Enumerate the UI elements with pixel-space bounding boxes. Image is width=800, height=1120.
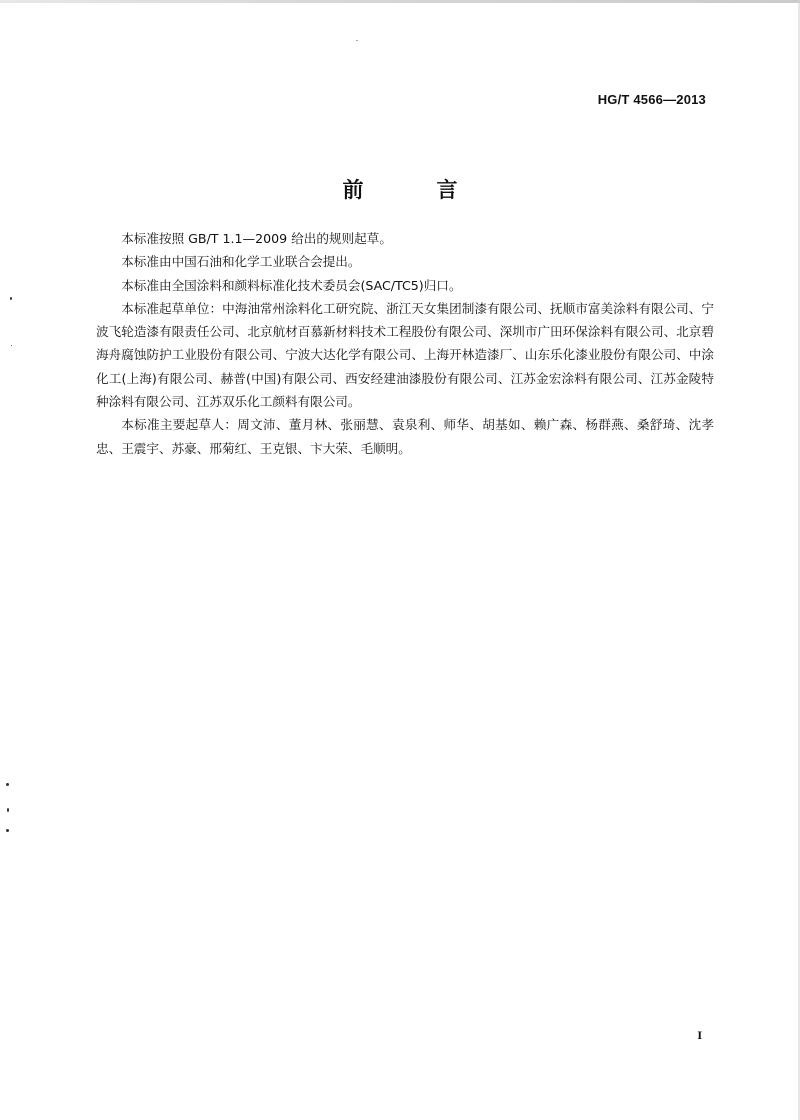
foreword-body: [96, 227, 714, 460]
scan-speck: [6, 783, 9, 786]
paragraph-drafting-rules: 本标准按照 GB/T 1.1—2009 给出的规则起草。: [121, 231, 392, 246]
page-number: I: [697, 1031, 702, 1042]
paragraph-drafting-units: 本标准起草单位：中海油常州涂料化工研究院、浙江天女集团制漆有限公司、抚顺市富美涂料有限公司、宁波飞轮造漆有限责任公司、北京航材百慕新材料技术工程股份有限公司、深圳市广田环保涂料有限公司、北京碧海舟腐蚀防护工业股份有限公司、宁波大达化学有限公司、上海开林造漆厂、山东乐化漆业股份有限公司、中涂化工(上海)有限公司、赫普(中国)有限公司、西安经建油漆股份有限公司、江苏金宏涂料有限公司、江苏金陵特种涂料有限公司、江苏双乐化工颜料有限公司。: [96, 300, 714, 410]
page-title: 前 言: [342, 178, 484, 203]
scan-speck: [6, 829, 9, 832]
scan-edge-top: [0, 0, 800, 3]
standard-code: HG/T 4566—2013: [597, 92, 706, 107]
scan-speck: [7, 808, 9, 812]
scan-speck: [10, 297, 12, 300]
scan-speck: [356, 40, 358, 41]
paragraph-administrator: 本标准由全国涂料和颜料标准化技术委员会(SAC/TC5)归口。: [121, 277, 462, 293]
paragraph-proposer: 本标准由中国石油和化学工业联合会提出。: [121, 254, 361, 270]
scan-speck: [11, 345, 12, 346]
paragraph-drafters: 本标准主要起草人：周文沛、董月林、张丽慧、袁泉利、师华、胡基如、赖广森、杨群燕、桑舒琦、沈孝忠、王震宇、苏豪、邢菊红、王克银、卞大荣、毛顺明。: [96, 417, 714, 456]
